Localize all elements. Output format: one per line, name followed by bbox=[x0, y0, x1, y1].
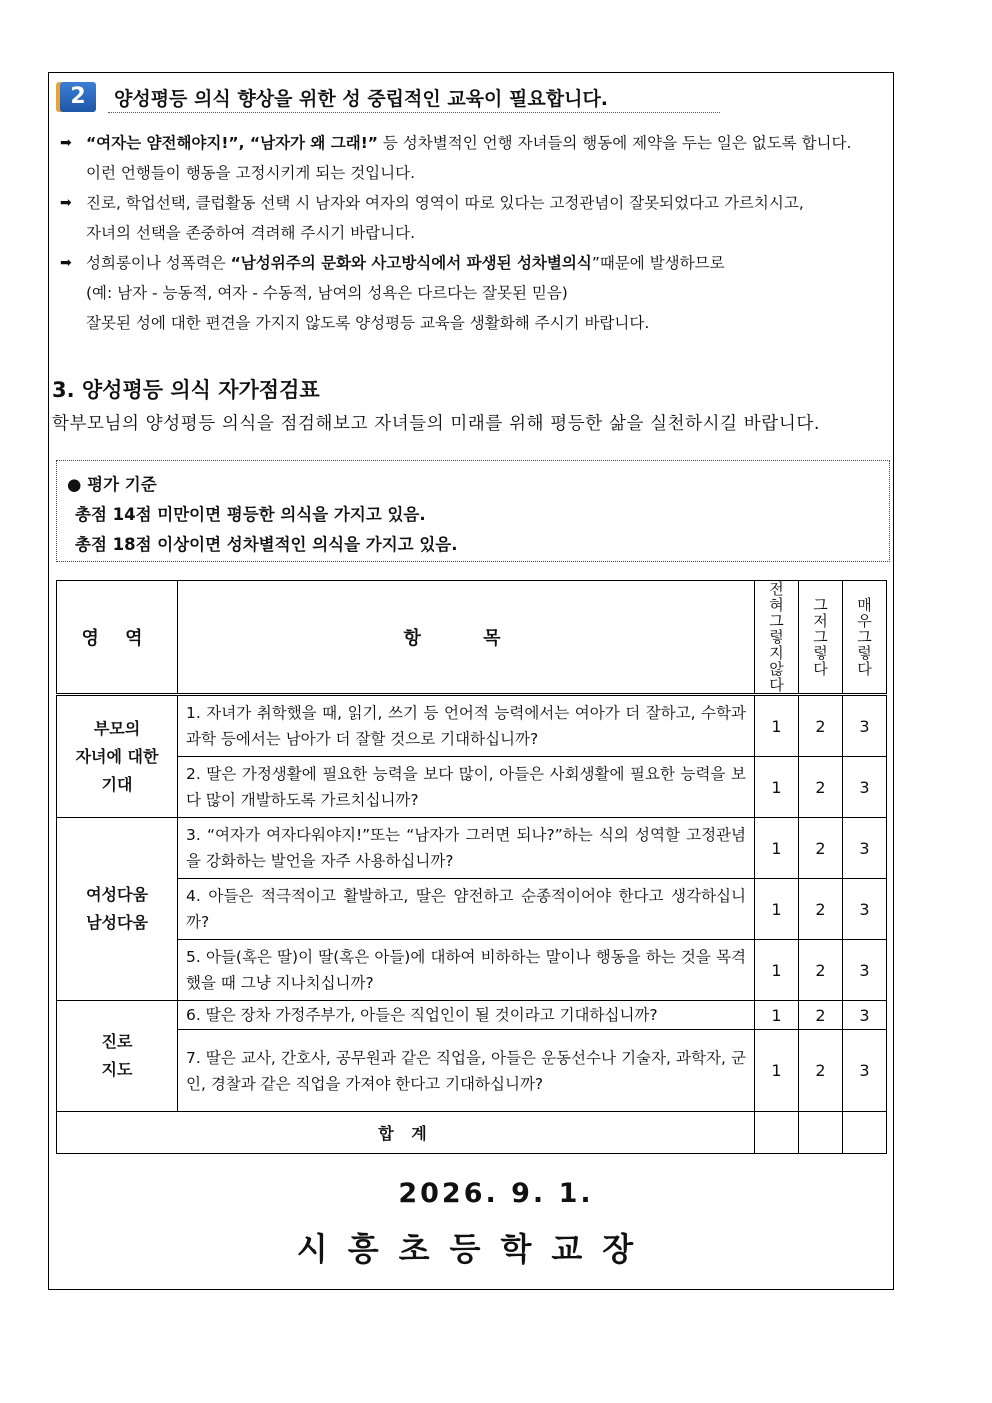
principal-signature: 시흥초등학교장 bbox=[296, 1230, 654, 1268]
score-3[interactable]: 3 bbox=[843, 818, 887, 879]
bullet-3-example: (예: 남자 - 능동적, 여자 - 수동적, 남여의 성욕은 다르다는 잘못된 믿음) bbox=[86, 284, 568, 302]
header-area: 영 역 bbox=[57, 581, 178, 695]
table-row bbox=[57, 1001, 887, 1030]
section-2-header bbox=[60, 80, 660, 116]
score-1[interactable]: 1 bbox=[755, 879, 799, 940]
total-label: 합 계 bbox=[57, 1112, 755, 1154]
arrow-icon: ➡ bbox=[60, 135, 72, 151]
score-1[interactable]: 1 bbox=[755, 940, 799, 1001]
score-2[interactable]: 2 bbox=[799, 695, 843, 757]
arrow-icon: ➡ bbox=[60, 195, 72, 211]
area-label: 남성다움 bbox=[86, 913, 148, 932]
score-3[interactable]: 3 bbox=[843, 1001, 887, 1030]
bullet-2 bbox=[60, 188, 890, 218]
issue-date: 2026. 9. 1. bbox=[398, 1178, 594, 1209]
item-5: 5. 아들(혹은 딸)이 딸(혹은 아들)에 대하여 비하하는 말이나 행동을 하는 것을 목격했을 때 그냥 지나치십니까? bbox=[178, 940, 755, 1001]
section-number-badge: 2 bbox=[60, 82, 96, 112]
area-label: 부모의 bbox=[93, 718, 141, 738]
item-2: 2. 딸은 가정생활에 필요한 능력을 보다 많이, 아들은 사회생활에 필요한 능력을 보다 많이 개발하도록 가르치십니까? bbox=[178, 757, 755, 818]
score-2[interactable]: 2 bbox=[799, 940, 843, 1001]
score-3[interactable]: 3 bbox=[843, 940, 887, 1001]
score-1[interactable]: 1 bbox=[755, 695, 799, 757]
score-3[interactable]: 3 bbox=[843, 757, 887, 818]
bullet-3-post: ”때문에 발생하므로 bbox=[591, 254, 725, 272]
dotted-underline bbox=[108, 112, 720, 113]
item-7: 7. 딸은 교사, 간호사, 공무원과 같은 직업을, 아들은 운동선수나 기술자, 과학자, 군인, 경찰과 같은 직업을 가져야 한다고 기대하십니까? bbox=[178, 1030, 755, 1112]
score-2[interactable]: 2 bbox=[799, 818, 843, 879]
score-1[interactable]: 1 bbox=[755, 1030, 799, 1112]
header-item: 항 목 bbox=[178, 581, 755, 695]
score-1[interactable]: 1 bbox=[755, 757, 799, 818]
score-1[interactable]: 1 bbox=[755, 1001, 799, 1030]
area-label: 기대 bbox=[101, 774, 133, 794]
header-scale-2-label: 그저그렇다 bbox=[813, 596, 828, 678]
bullet-1-quote: “여자는 얌전해야지!”, “남자가 왜 그래!” bbox=[86, 134, 378, 152]
score-2[interactable]: 2 bbox=[799, 757, 843, 818]
item-1: 1. 자녀가 취학했을 때, 읽기, 쓰기 등 언어적 능력에서는 여아가 더 잘하고, 수학과 과학 등에서는 남아가 더 잘할 것으로 기대하십니까? bbox=[178, 695, 755, 757]
score-1[interactable]: 1 bbox=[755, 818, 799, 879]
total-cell-3[interactable] bbox=[843, 1112, 887, 1154]
bullet-1-text: 등 성차별적인 언행 자녀들의 행동에 제약을 두는 일은 없도록 합니다. bbox=[377, 134, 852, 152]
header-scale-3 bbox=[843, 581, 887, 695]
guidance-bullets bbox=[60, 128, 890, 338]
total-cell-1[interactable] bbox=[755, 1112, 799, 1154]
bullet-2-continuation: 자녀의 선택을 존중하여 격려해 주시기 바랍니다. bbox=[86, 224, 416, 242]
evaluation-criteria-box bbox=[56, 460, 890, 562]
table-row bbox=[57, 940, 887, 1001]
score-3[interactable]: 3 bbox=[843, 695, 887, 757]
table-row bbox=[57, 757, 887, 818]
bullet-3-continuation: 잘못된 성에 대한 편견을 가지지 않도록 양성평등 교육을 생활화해 주시기 바랍니다. bbox=[86, 314, 650, 332]
header-scale-1 bbox=[755, 581, 799, 695]
header-scale-1-label: 전혀그렇지않다 bbox=[769, 580, 784, 694]
bullet-1-continuation: 이런 언행들이 행동을 고정시키게 되는 것입니다. bbox=[86, 164, 416, 182]
total-row bbox=[57, 1112, 887, 1154]
bullet-2-text: 진로, 학업선택, 클럽활동 선택 시 남자와 여자의 영역이 따로 있다는 고정관념이 잘못되었다고 가르치시고, bbox=[86, 194, 804, 212]
table-row bbox=[57, 695, 887, 757]
criteria-heading: ● 평가 기준 bbox=[67, 475, 157, 494]
item-6: 6. 딸은 장차 가정주부가, 아들은 직업인이 될 것이라고 기대하십니까? bbox=[178, 1001, 755, 1030]
table-header-row bbox=[57, 581, 887, 695]
bullet-3 bbox=[60, 248, 890, 278]
score-3[interactable]: 3 bbox=[843, 879, 887, 940]
area-femininity-masculinity bbox=[57, 818, 178, 1001]
area-label: 자녀에 대한 bbox=[75, 746, 159, 766]
section-3-title: 3. 양성평등 의식 자가점검표 bbox=[52, 378, 320, 402]
criteria-line-1: 총점 14점 미만이면 평등한 의식을 가지고 있음. bbox=[75, 505, 426, 524]
item-4: 4. 아들은 적극적이고 활발하고, 딸은 얌전하고 순종적이어야 한다고 생각하십니까? bbox=[178, 879, 755, 940]
bullet-1 bbox=[60, 128, 890, 158]
bullet-3-pre: 성희롱이나 성폭력은 bbox=[86, 254, 231, 272]
item-3: 3. “여자가 여자다워야지!”또는 “남자가 그러면 되나?”하는 식의 성역할 고정관념을 강화하는 발언을 자주 사용하십니까? bbox=[178, 818, 755, 879]
table-row bbox=[57, 818, 887, 879]
table-row bbox=[57, 1030, 887, 1112]
area-label: 지도 bbox=[101, 1060, 133, 1079]
area-label: 진로 bbox=[101, 1032, 133, 1051]
score-2[interactable]: 2 bbox=[799, 1030, 843, 1112]
score-2[interactable]: 2 bbox=[799, 1001, 843, 1030]
table-row bbox=[57, 879, 887, 940]
arrow-icon: ➡ bbox=[60, 255, 72, 271]
area-parent-expectation bbox=[57, 695, 178, 818]
bullet-3-quote: “남성위주의 문화와 사고방식에서 파생된 성차별의식 bbox=[230, 254, 592, 272]
header-scale-3-label: 매우그렇다 bbox=[857, 596, 872, 678]
header-scale-2 bbox=[799, 581, 843, 695]
self-check-table bbox=[56, 580, 887, 1154]
score-2[interactable]: 2 bbox=[799, 879, 843, 940]
section-3-intro: 학부모님의 양성평등 의식을 점검해보고 자녀들의 미래를 위해 평등한 삶을 실천하시길 바랍니다. bbox=[52, 414, 820, 434]
area-label: 여성다움 bbox=[86, 885, 148, 904]
criteria-line-2: 총점 18점 이상이면 성차별적인 의식을 가지고 있음. bbox=[75, 535, 458, 554]
total-cell-2[interactable] bbox=[799, 1112, 843, 1154]
section-2-title: 양성평등 의식 향상을 위한 성 중립적인 교육이 필요합니다. bbox=[114, 88, 609, 110]
score-3[interactable]: 3 bbox=[843, 1030, 887, 1112]
area-career-guidance bbox=[57, 1001, 178, 1112]
